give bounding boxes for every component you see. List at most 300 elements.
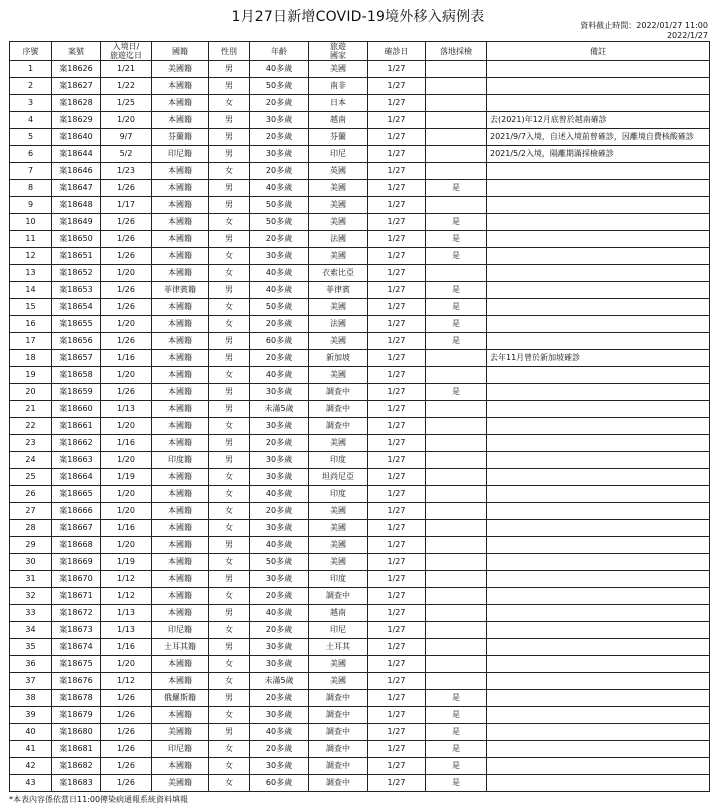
cell-note bbox=[487, 435, 710, 452]
cell-age: 20多歲 bbox=[250, 163, 309, 180]
cell-entry-date: 1/20 bbox=[101, 418, 152, 435]
cell-confirm-date: 1/27 bbox=[368, 350, 426, 367]
cell-nationality: 本國籍 bbox=[152, 758, 209, 775]
cell-confirm-date: 1/27 bbox=[368, 690, 426, 707]
cell-nationality: 印尼籍 bbox=[152, 741, 209, 758]
cell-sex: 女 bbox=[209, 707, 250, 724]
cell-case: 案18663 bbox=[52, 452, 101, 469]
table-row bbox=[10, 469, 710, 486]
cell-note bbox=[487, 741, 710, 758]
cell-nationality: 本國籍 bbox=[152, 299, 209, 316]
cell-entry-date: 1/26 bbox=[101, 180, 152, 197]
cell-seq: 18 bbox=[10, 350, 52, 367]
cell-airport-sampling bbox=[426, 367, 487, 384]
table-row bbox=[10, 758, 710, 775]
cell-seq: 13 bbox=[10, 265, 52, 282]
cell-age: 30多歲 bbox=[250, 112, 309, 129]
cell-sex: 女 bbox=[209, 741, 250, 758]
cell-confirm-date: 1/27 bbox=[368, 452, 426, 469]
cell-case: 案18646 bbox=[52, 163, 101, 180]
table-row bbox=[10, 537, 710, 554]
cell-country: 南非 bbox=[309, 78, 368, 95]
cell-seq: 11 bbox=[10, 231, 52, 248]
cell-entry-date: 1/13 bbox=[101, 605, 152, 622]
cell-note bbox=[487, 78, 710, 95]
cell-entry-date: 1/26 bbox=[101, 384, 152, 401]
cell-case: 案18662 bbox=[52, 435, 101, 452]
cell-seq: 7 bbox=[10, 163, 52, 180]
cell-entry-date: 1/12 bbox=[101, 588, 152, 605]
cell-nationality: 本國籍 bbox=[152, 418, 209, 435]
cell-airport-sampling: 是 bbox=[426, 231, 487, 248]
cell-note bbox=[487, 61, 710, 78]
cell-airport-sampling bbox=[426, 605, 487, 622]
cell-seq: 15 bbox=[10, 299, 52, 316]
cell-country: 日本 bbox=[309, 95, 368, 112]
cell-note bbox=[487, 401, 710, 418]
cell-sex: 女 bbox=[209, 775, 250, 792]
cell-country: 美國 bbox=[309, 435, 368, 452]
table-row bbox=[10, 588, 710, 605]
table-row bbox=[10, 214, 710, 231]
cell-note bbox=[487, 520, 710, 537]
cell-entry-date: 1/16 bbox=[101, 350, 152, 367]
table-row bbox=[10, 78, 710, 95]
cell-sex: 女 bbox=[209, 316, 250, 333]
cell-country: 土耳其 bbox=[309, 639, 368, 656]
cell-note bbox=[487, 656, 710, 673]
cell-nationality: 本國籍 bbox=[152, 265, 209, 282]
cell-case: 案18644 bbox=[52, 146, 101, 163]
cell-sex: 女 bbox=[209, 520, 250, 537]
cell-age: 30多歲 bbox=[250, 520, 309, 537]
cell-case: 案18647 bbox=[52, 180, 101, 197]
cell-seq: 19 bbox=[10, 367, 52, 384]
cell-country: 芬蘭 bbox=[309, 129, 368, 146]
cell-airport-sampling bbox=[426, 537, 487, 554]
table-row bbox=[10, 61, 710, 78]
cell-note bbox=[487, 180, 710, 197]
cell-age: 20多歲 bbox=[250, 435, 309, 452]
cell-case: 案18652 bbox=[52, 265, 101, 282]
table-row bbox=[10, 384, 710, 401]
cell-confirm-date: 1/27 bbox=[368, 248, 426, 265]
cell-seq: 38 bbox=[10, 690, 52, 707]
cell-country: 調查中 bbox=[309, 724, 368, 741]
cell-note bbox=[487, 367, 710, 384]
cell-entry-date: 1/17 bbox=[101, 197, 152, 214]
cell-case: 案18679 bbox=[52, 707, 101, 724]
cell-case: 案18661 bbox=[52, 418, 101, 435]
table-row bbox=[10, 401, 710, 418]
report-date: 2022/1/27 bbox=[666, 31, 708, 40]
cell-nationality: 本國籍 bbox=[152, 367, 209, 384]
cell-case: 案18674 bbox=[52, 639, 101, 656]
cell-age: 50多歲 bbox=[250, 78, 309, 95]
cell-confirm-date: 1/27 bbox=[368, 537, 426, 554]
cell-entry-date: 1/26 bbox=[101, 248, 152, 265]
cell-case: 案18680 bbox=[52, 724, 101, 741]
cell-country: 美國 bbox=[309, 520, 368, 537]
cell-entry-date: 1/22 bbox=[101, 78, 152, 95]
cell-sex: 女 bbox=[209, 214, 250, 231]
table-row bbox=[10, 350, 710, 367]
cell-entry-date: 1/16 bbox=[101, 435, 152, 452]
cell-case: 案18648 bbox=[52, 197, 101, 214]
cell-country: 越南 bbox=[309, 112, 368, 129]
cell-confirm-date: 1/27 bbox=[368, 401, 426, 418]
cell-country: 美國 bbox=[309, 248, 368, 265]
cell-nationality: 本國籍 bbox=[152, 520, 209, 537]
cell-sex: 男 bbox=[209, 350, 250, 367]
cell-sex: 男 bbox=[209, 690, 250, 707]
table-row bbox=[10, 316, 710, 333]
cell-airport-sampling bbox=[426, 435, 487, 452]
cell-country: 印尼 bbox=[309, 622, 368, 639]
cell-nationality: 美國籍 bbox=[152, 724, 209, 741]
cell-note bbox=[487, 622, 710, 639]
cell-airport-sampling: 是 bbox=[426, 724, 487, 741]
cell-confirm-date: 1/27 bbox=[368, 282, 426, 299]
cell-entry-date: 1/26 bbox=[101, 775, 152, 792]
cell-country: 調查中 bbox=[309, 775, 368, 792]
cell-seq: 39 bbox=[10, 707, 52, 724]
cell-country: 調查中 bbox=[309, 690, 368, 707]
cell-seq: 42 bbox=[10, 758, 52, 775]
header-note: 備註 bbox=[487, 42, 710, 61]
cell-case: 案18678 bbox=[52, 690, 101, 707]
header-airport-sampling: 落地採檢 bbox=[426, 42, 487, 61]
cell-sex: 女 bbox=[209, 486, 250, 503]
cell-sex: 女 bbox=[209, 265, 250, 282]
cell-age: 20多歲 bbox=[250, 588, 309, 605]
cell-airport-sampling bbox=[426, 452, 487, 469]
cell-nationality: 本國籍 bbox=[152, 333, 209, 350]
cell-entry-date: 1/12 bbox=[101, 673, 152, 690]
cell-seq: 17 bbox=[10, 333, 52, 350]
cell-seq: 3 bbox=[10, 95, 52, 112]
cell-country: 美國 bbox=[309, 656, 368, 673]
cell-confirm-date: 1/27 bbox=[368, 61, 426, 78]
cell-confirm-date: 1/27 bbox=[368, 673, 426, 690]
table-row bbox=[10, 197, 710, 214]
cell-seq: 28 bbox=[10, 520, 52, 537]
cell-seq: 12 bbox=[10, 248, 52, 265]
cell-sex: 女 bbox=[209, 248, 250, 265]
cell-nationality: 本國籍 bbox=[152, 673, 209, 690]
cell-sex: 男 bbox=[209, 401, 250, 418]
cell-case: 案18667 bbox=[52, 520, 101, 537]
table-row bbox=[10, 486, 710, 503]
cell-confirm-date: 1/27 bbox=[368, 163, 426, 180]
cell-nationality: 本國籍 bbox=[152, 588, 209, 605]
table-row bbox=[10, 282, 710, 299]
table-row bbox=[10, 248, 710, 265]
cell-airport-sampling bbox=[426, 265, 487, 282]
cell-note bbox=[487, 214, 710, 231]
cell-age: 50多歲 bbox=[250, 197, 309, 214]
cell-seq: 9 bbox=[10, 197, 52, 214]
cell-case: 案18656 bbox=[52, 333, 101, 350]
cell-country: 印度 bbox=[309, 571, 368, 588]
table-header-row bbox=[10, 42, 710, 61]
cell-confirm-date: 1/27 bbox=[368, 503, 426, 520]
cell-nationality: 本國籍 bbox=[152, 469, 209, 486]
cell-age: 30多歲 bbox=[250, 384, 309, 401]
cell-confirm-date: 1/27 bbox=[368, 724, 426, 741]
cell-country: 美國 bbox=[309, 554, 368, 571]
cell-sex: 男 bbox=[209, 435, 250, 452]
table-row bbox=[10, 554, 710, 571]
cell-entry-date: 1/20 bbox=[101, 503, 152, 520]
cell-airport-sampling bbox=[426, 486, 487, 503]
cell-case: 案18671 bbox=[52, 588, 101, 605]
cell-confirm-date: 1/27 bbox=[368, 435, 426, 452]
cell-country: 美國 bbox=[309, 299, 368, 316]
cell-note bbox=[487, 316, 710, 333]
cell-entry-date: 1/26 bbox=[101, 214, 152, 231]
cell-note bbox=[487, 384, 710, 401]
cell-nationality: 本國籍 bbox=[152, 163, 209, 180]
cell-country: 調查中 bbox=[309, 401, 368, 418]
cell-case: 案18651 bbox=[52, 248, 101, 265]
cell-age: 20多歲 bbox=[250, 316, 309, 333]
header-sex: 性別 bbox=[209, 42, 250, 61]
cell-case: 案18683 bbox=[52, 775, 101, 792]
cell-entry-date: 1/26 bbox=[101, 231, 152, 248]
cell-airport-sampling: 是 bbox=[426, 333, 487, 350]
cell-seq: 30 bbox=[10, 554, 52, 571]
cell-case: 案18640 bbox=[52, 129, 101, 146]
cell-country: 越南 bbox=[309, 605, 368, 622]
cell-nationality: 本國籍 bbox=[152, 316, 209, 333]
cell-nationality: 俄羅斯籍 bbox=[152, 690, 209, 707]
cell-airport-sampling: 是 bbox=[426, 316, 487, 333]
table-row bbox=[10, 112, 710, 129]
cell-sex: 女 bbox=[209, 418, 250, 435]
cell-nationality: 本國籍 bbox=[152, 384, 209, 401]
cell-sex: 男 bbox=[209, 112, 250, 129]
cell-nationality: 本國籍 bbox=[152, 197, 209, 214]
cell-note bbox=[487, 248, 710, 265]
cell-sex: 女 bbox=[209, 95, 250, 112]
cell-airport-sampling bbox=[426, 622, 487, 639]
cell-airport-sampling: 是 bbox=[426, 741, 487, 758]
cell-country: 美國 bbox=[309, 333, 368, 350]
header-entry-date: 入境日/ 旅遊迄日 bbox=[101, 42, 152, 61]
cell-airport-sampling bbox=[426, 112, 487, 129]
cell-confirm-date: 1/27 bbox=[368, 265, 426, 282]
cell-country: 美國 bbox=[309, 61, 368, 78]
cell-note: 去(2021)年12月底曾於越南確診 bbox=[487, 112, 710, 129]
cell-sex: 男 bbox=[209, 231, 250, 248]
cell-seq: 27 bbox=[10, 503, 52, 520]
cell-country: 美國 bbox=[309, 197, 368, 214]
cell-country: 坦尚尼亞 bbox=[309, 469, 368, 486]
cell-entry-date: 1/20 bbox=[101, 112, 152, 129]
cell-nationality: 本國籍 bbox=[152, 435, 209, 452]
cell-age: 未滿5歲 bbox=[250, 673, 309, 690]
cell-airport-sampling: 是 bbox=[426, 282, 487, 299]
cell-country: 印度 bbox=[309, 452, 368, 469]
cell-nationality: 菲律賓籍 bbox=[152, 282, 209, 299]
cell-nationality: 印度籍 bbox=[152, 452, 209, 469]
cell-note bbox=[487, 639, 710, 656]
cell-entry-date: 1/19 bbox=[101, 469, 152, 486]
cell-age: 40多歲 bbox=[250, 605, 309, 622]
cell-age: 未滿5歲 bbox=[250, 401, 309, 418]
cell-nationality: 本國籍 bbox=[152, 180, 209, 197]
cell-case: 案18666 bbox=[52, 503, 101, 520]
cell-entry-date: 1/16 bbox=[101, 639, 152, 656]
cell-sex: 男 bbox=[209, 452, 250, 469]
cell-case: 案18672 bbox=[52, 605, 101, 622]
cell-entry-date: 1/26 bbox=[101, 690, 152, 707]
cell-seq: 23 bbox=[10, 435, 52, 452]
cell-age: 20多歲 bbox=[250, 95, 309, 112]
cell-confirm-date: 1/27 bbox=[368, 469, 426, 486]
cell-nationality: 美國籍 bbox=[152, 61, 209, 78]
cell-age: 50多歲 bbox=[250, 554, 309, 571]
cell-seq: 20 bbox=[10, 384, 52, 401]
cell-country: 調查中 bbox=[309, 384, 368, 401]
header-nationality: 國籍 bbox=[152, 42, 209, 61]
cell-nationality: 本國籍 bbox=[152, 605, 209, 622]
header-seq: 序號 bbox=[10, 42, 52, 61]
cell-country: 美國 bbox=[309, 537, 368, 554]
cell-note bbox=[487, 724, 710, 741]
table-row bbox=[10, 129, 710, 146]
cell-entry-date: 1/13 bbox=[101, 622, 152, 639]
cell-entry-date: 1/20 bbox=[101, 656, 152, 673]
cell-sex: 男 bbox=[209, 639, 250, 656]
cell-note bbox=[487, 775, 710, 792]
cell-seq: 41 bbox=[10, 741, 52, 758]
cell-case: 案18653 bbox=[52, 282, 101, 299]
cell-note bbox=[487, 554, 710, 571]
cell-age: 50多歲 bbox=[250, 214, 309, 231]
cell-confirm-date: 1/27 bbox=[368, 571, 426, 588]
cell-entry-date: 9/7 bbox=[101, 129, 152, 146]
cell-note: 2021/9/7入境，自述入境前曾確診，因離境自費核酸確診 bbox=[487, 129, 710, 146]
cell-airport-sampling: 是 bbox=[426, 758, 487, 775]
cell-case: 案18681 bbox=[52, 741, 101, 758]
table-row bbox=[10, 639, 710, 656]
cell-case: 案18660 bbox=[52, 401, 101, 418]
cell-sex: 女 bbox=[209, 656, 250, 673]
cell-note bbox=[487, 571, 710, 588]
cell-airport-sampling: 是 bbox=[426, 384, 487, 401]
cell-airport-sampling bbox=[426, 95, 487, 112]
cell-country: 衣索比亞 bbox=[309, 265, 368, 282]
table-row bbox=[10, 707, 710, 724]
cell-age: 30多歲 bbox=[250, 758, 309, 775]
cell-sex: 女 bbox=[209, 503, 250, 520]
cell-sex: 男 bbox=[209, 605, 250, 622]
cell-nationality: 本國籍 bbox=[152, 350, 209, 367]
cell-airport-sampling: 是 bbox=[426, 214, 487, 231]
cell-nationality: 本國籍 bbox=[152, 537, 209, 554]
cell-age: 30多歲 bbox=[250, 656, 309, 673]
cell-confirm-date: 1/27 bbox=[368, 367, 426, 384]
cell-age: 20多歲 bbox=[250, 741, 309, 758]
cell-seq: 25 bbox=[10, 469, 52, 486]
cell-age: 40多歲 bbox=[250, 265, 309, 282]
cell-age: 30多歲 bbox=[250, 571, 309, 588]
cell-seq: 14 bbox=[10, 282, 52, 299]
cell-sex: 男 bbox=[209, 146, 250, 163]
table-row bbox=[10, 231, 710, 248]
cell-confirm-date: 1/27 bbox=[368, 129, 426, 146]
cell-seq: 10 bbox=[10, 214, 52, 231]
cell-airport-sampling bbox=[426, 129, 487, 146]
cell-age: 60多歲 bbox=[250, 775, 309, 792]
cell-country: 印尼 bbox=[309, 146, 368, 163]
cell-seq: 29 bbox=[10, 537, 52, 554]
cell-age: 40多歲 bbox=[250, 61, 309, 78]
cell-country: 英國 bbox=[309, 163, 368, 180]
cell-confirm-date: 1/27 bbox=[368, 231, 426, 248]
cell-country: 美國 bbox=[309, 214, 368, 231]
cell-sex: 女 bbox=[209, 588, 250, 605]
cell-entry-date: 1/26 bbox=[101, 741, 152, 758]
cell-entry-date: 1/26 bbox=[101, 707, 152, 724]
cell-entry-date: 1/21 bbox=[101, 61, 152, 78]
cell-note bbox=[487, 758, 710, 775]
cell-airport-sampling bbox=[426, 639, 487, 656]
cell-airport-sampling: 是 bbox=[426, 248, 487, 265]
cell-nationality: 本國籍 bbox=[152, 571, 209, 588]
header-age: 年齡 bbox=[250, 42, 309, 61]
cell-case: 案18629 bbox=[52, 112, 101, 129]
cell-confirm-date: 1/27 bbox=[368, 775, 426, 792]
cell-note bbox=[487, 673, 710, 690]
cell-age: 40多歲 bbox=[250, 367, 309, 384]
cell-note bbox=[487, 163, 710, 180]
cell-case: 案18650 bbox=[52, 231, 101, 248]
table-row bbox=[10, 333, 710, 350]
cell-case: 案18673 bbox=[52, 622, 101, 639]
cell-age: 50多歲 bbox=[250, 299, 309, 316]
footer-note: *本表內容係依當日11:00傳染病通報系統資料填報 bbox=[9, 795, 189, 804]
table-row bbox=[10, 775, 710, 792]
cell-sex: 男 bbox=[209, 180, 250, 197]
cell-airport-sampling bbox=[426, 197, 487, 214]
cell-confirm-date: 1/27 bbox=[368, 214, 426, 231]
cell-sex: 男 bbox=[209, 129, 250, 146]
cell-confirm-date: 1/27 bbox=[368, 486, 426, 503]
cell-airport-sampling bbox=[426, 520, 487, 537]
table-row bbox=[10, 622, 710, 639]
cell-confirm-date: 1/27 bbox=[368, 418, 426, 435]
cell-case: 案18626 bbox=[52, 61, 101, 78]
cell-confirm-date: 1/27 bbox=[368, 588, 426, 605]
cell-note bbox=[487, 231, 710, 248]
cell-airport-sampling bbox=[426, 78, 487, 95]
cell-age: 20多歲 bbox=[250, 231, 309, 248]
cell-note bbox=[487, 503, 710, 520]
cell-confirm-date: 1/27 bbox=[368, 146, 426, 163]
cell-entry-date: 1/20 bbox=[101, 537, 152, 554]
header-case: 案號 bbox=[52, 42, 101, 61]
report-meta bbox=[580, 21, 708, 41]
cell-entry-date: 1/20 bbox=[101, 452, 152, 469]
cell-airport-sampling bbox=[426, 571, 487, 588]
cell-seq: 6 bbox=[10, 146, 52, 163]
cell-nationality: 本國籍 bbox=[152, 95, 209, 112]
cell-seq: 31 bbox=[10, 571, 52, 588]
cell-sex: 男 bbox=[209, 537, 250, 554]
